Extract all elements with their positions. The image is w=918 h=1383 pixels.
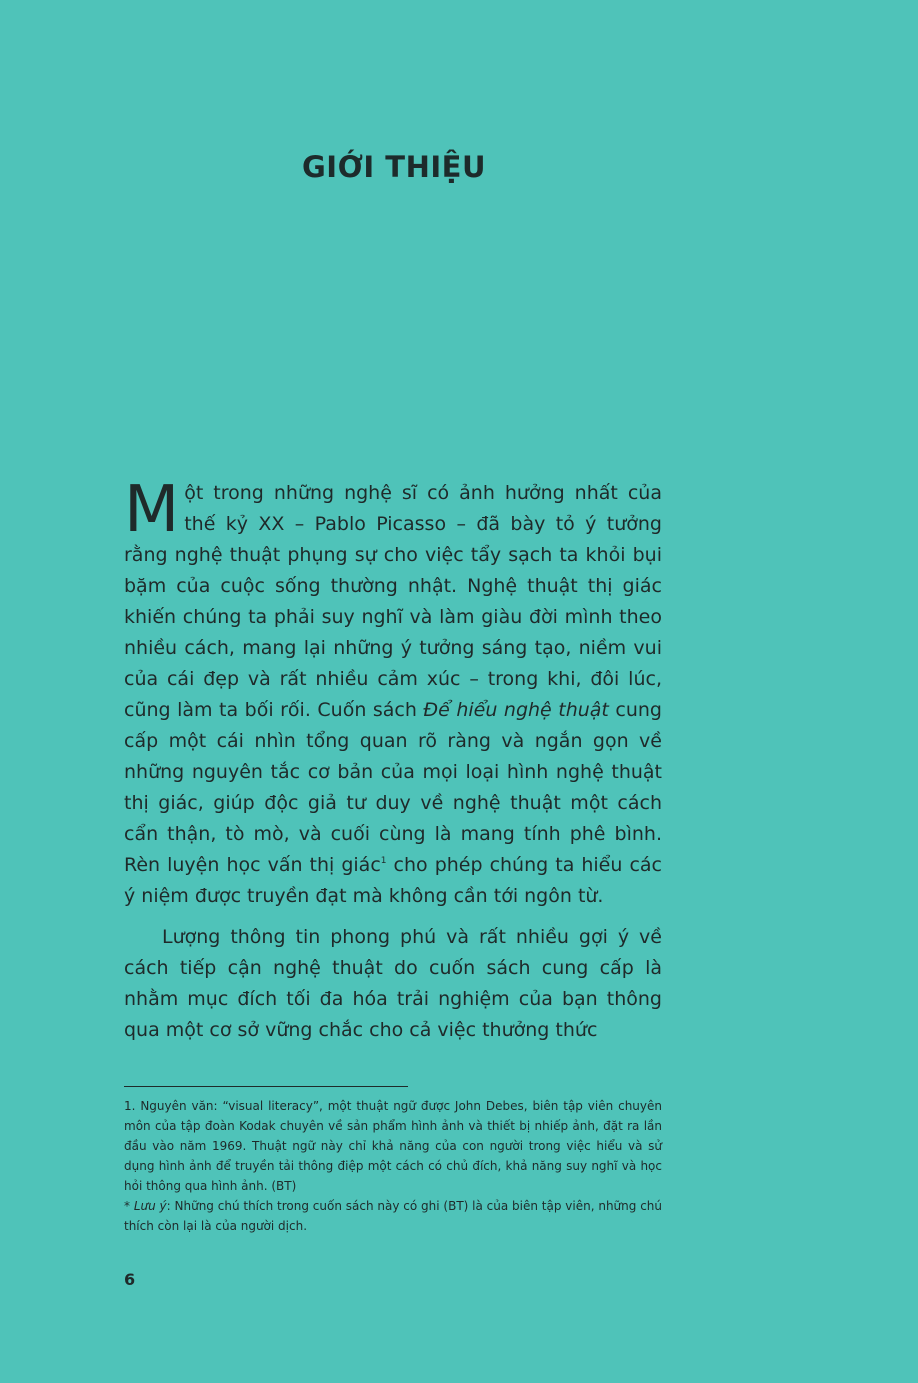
paragraph-1-text-c: cho phép chúng ta hiểu các ý niệm được truyền đạt mà không cần tới ngôn từ. [124, 854, 662, 907]
drop-cap: M [124, 473, 180, 547]
editor-note [124, 1196, 662, 1236]
footnote-1: 1. Nguyên văn: “visual literacy”, một thuật ngữ được John Debes, biên tập viên chuyên môn của tập đoàn Kodak chuyên về sản phẩm hình ảnh và thiết bị nhiếp ảnh, đặt ra lần đầu vào năm 1969. Thuật ngữ này chỉ khả năng của con người trong việc hiểu và sử dụng hình ảnh để truyền tải thông điệp một cách có chủ đích, khả năng suy nghĩ và học hỏi thông qua hình ảnh. (BT) [124, 1099, 662, 1193]
book-title-italic: Để hiểu nghệ thuật [423, 699, 609, 721]
paragraph-2: Lượng thông tin phong phú và rất nhiều gợi ý về cách tiếp cận nghệ thuật do cuốn sách cung cấp là nhằm mục đích tối đa hóa trải nghiệm của bạn thông qua một cơ sở vững chắc cho cả việc thưởng thức [124, 926, 662, 1041]
editor-note-prefix: * [124, 1199, 134, 1213]
footnotes [124, 1096, 662, 1236]
paragraph-1 [124, 473, 662, 912]
page-number: 6 [124, 1270, 136, 1289]
paragraph-1-text-a: ột trong những nghệ sĩ có ảnh hưởng nhất của thế kỷ XX – Pablo Picasso – đã bày tỏ ý tưởng rằng nghệ thuật phụng sự cho việc tẩy sạch ta khỏi bụi bặm của cuộc sống thường nhật. Nghệ thuật thị giác khiến chúng ta phải suy nghĩ và làm giàu đời mình theo nhiều cách, mang lại những ý tưởng sáng tạo, niềm vui của cái đẹp và rất nhiều cảm xúc – trong khi, đôi lúc, cũng làm ta bối rối. Cuốn sách [124, 482, 662, 721]
footnote-ref-1[interactable]: 1 [380, 856, 387, 866]
body-text [124, 473, 662, 1046]
paragraph-1-text-b: cung cấp một cái nhìn tổng quan rõ ràng và ngắn gọn về những nguyên tắc cơ bản của mọi loại hình nghệ thuật thị giác, giúp độc giả tư duy về nghệ thuật một cách cẩn thận, tò mò, và cuối cùng là mang tính phê bình. Rèn luyện học vấn thị giác [124, 699, 662, 876]
editor-note-label: Lưu ý [133, 1199, 167, 1213]
page-title: GIỚI THIỆU [301, 150, 486, 184]
editor-note-text: : Những chú thích trong cuốn sách này có ghi (BT) là của biên tập viên, những chú thích còn lại là của người dịch. [124, 1199, 663, 1233]
footnote-divider [124, 1086, 408, 1087]
